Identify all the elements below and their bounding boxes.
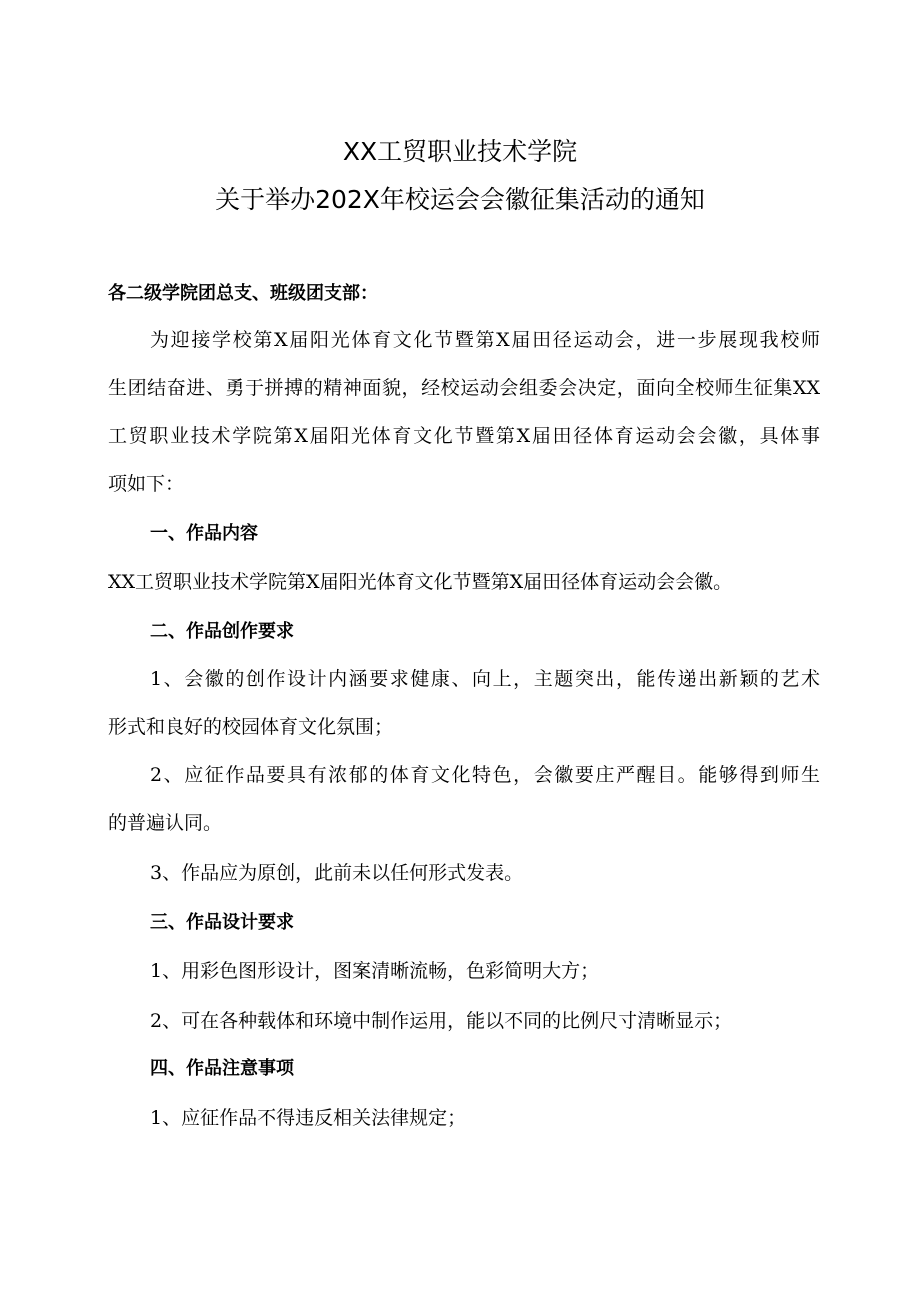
section-2-item-2-line-2: 的普遍认同。: [108, 812, 223, 834]
section-4-item-1: 1、应征作品不得违反相关法律规定；: [150, 1107, 467, 1129]
section-2-item-2-line-1: 2、应征作品要具有浓郁的体育文化特色，会徽要庄严醒目。能够得到师生: [150, 764, 820, 786]
section-1-heading: 一、作品内容: [150, 523, 258, 544]
section-2-item-3: 3、作品应为原创，此前未以任何形式发表。: [150, 862, 524, 884]
salutation: 各二级学院团总支、班级团支部：: [108, 283, 378, 304]
section-2-heading: 二、作品创作要求: [150, 621, 294, 642]
section-3-heading: 三、作品设计要求: [150, 912, 294, 933]
section-2-item-1-line-2: 形式和良好的校园体育文化氛围；: [108, 716, 394, 738]
section-3-item-2: 2、可在各种载体和环境中制作运用，能以不同的比例尺寸清晰显示；: [150, 1010, 733, 1032]
intro-line-1: 为迎接学校第X届阳光体育文化节暨第X届田径运动会，进一步展现我校师: [150, 329, 820, 351]
section-3-item-1: 1、用彩色图形设计，图案清晰流畅，色彩简明大方；: [150, 960, 600, 982]
section-1-text: XX工贸职业技术学院第X届阳光体育文化节暨第X届田径体育运动会会徽。: [108, 571, 733, 593]
intro-line-4: 项如下：: [108, 473, 185, 495]
section-2-item-1-line-1: 1、会徽的创作设计内涵要求健康、向上，主题突出，能传递出新颖的艺术: [150, 668, 820, 690]
document-title-line-1: XX工贸职业技术学院: [342, 137, 578, 166]
section-4-heading: 四、作品注意事项: [150, 1058, 294, 1079]
document-title-line-2: 关于举办202X年校运会会徽征集活动的通知: [215, 185, 705, 214]
intro-line-3: 工贸职业技术学院第X届阳光体育文化节暨第X届田径体育运动会会徽，具体事: [108, 425, 820, 447]
intro-line-2: 生团结奋进、勇于拼搏的精神面貌，经校运动会组委会决定，面向全校师生征集XX: [108, 377, 820, 399]
